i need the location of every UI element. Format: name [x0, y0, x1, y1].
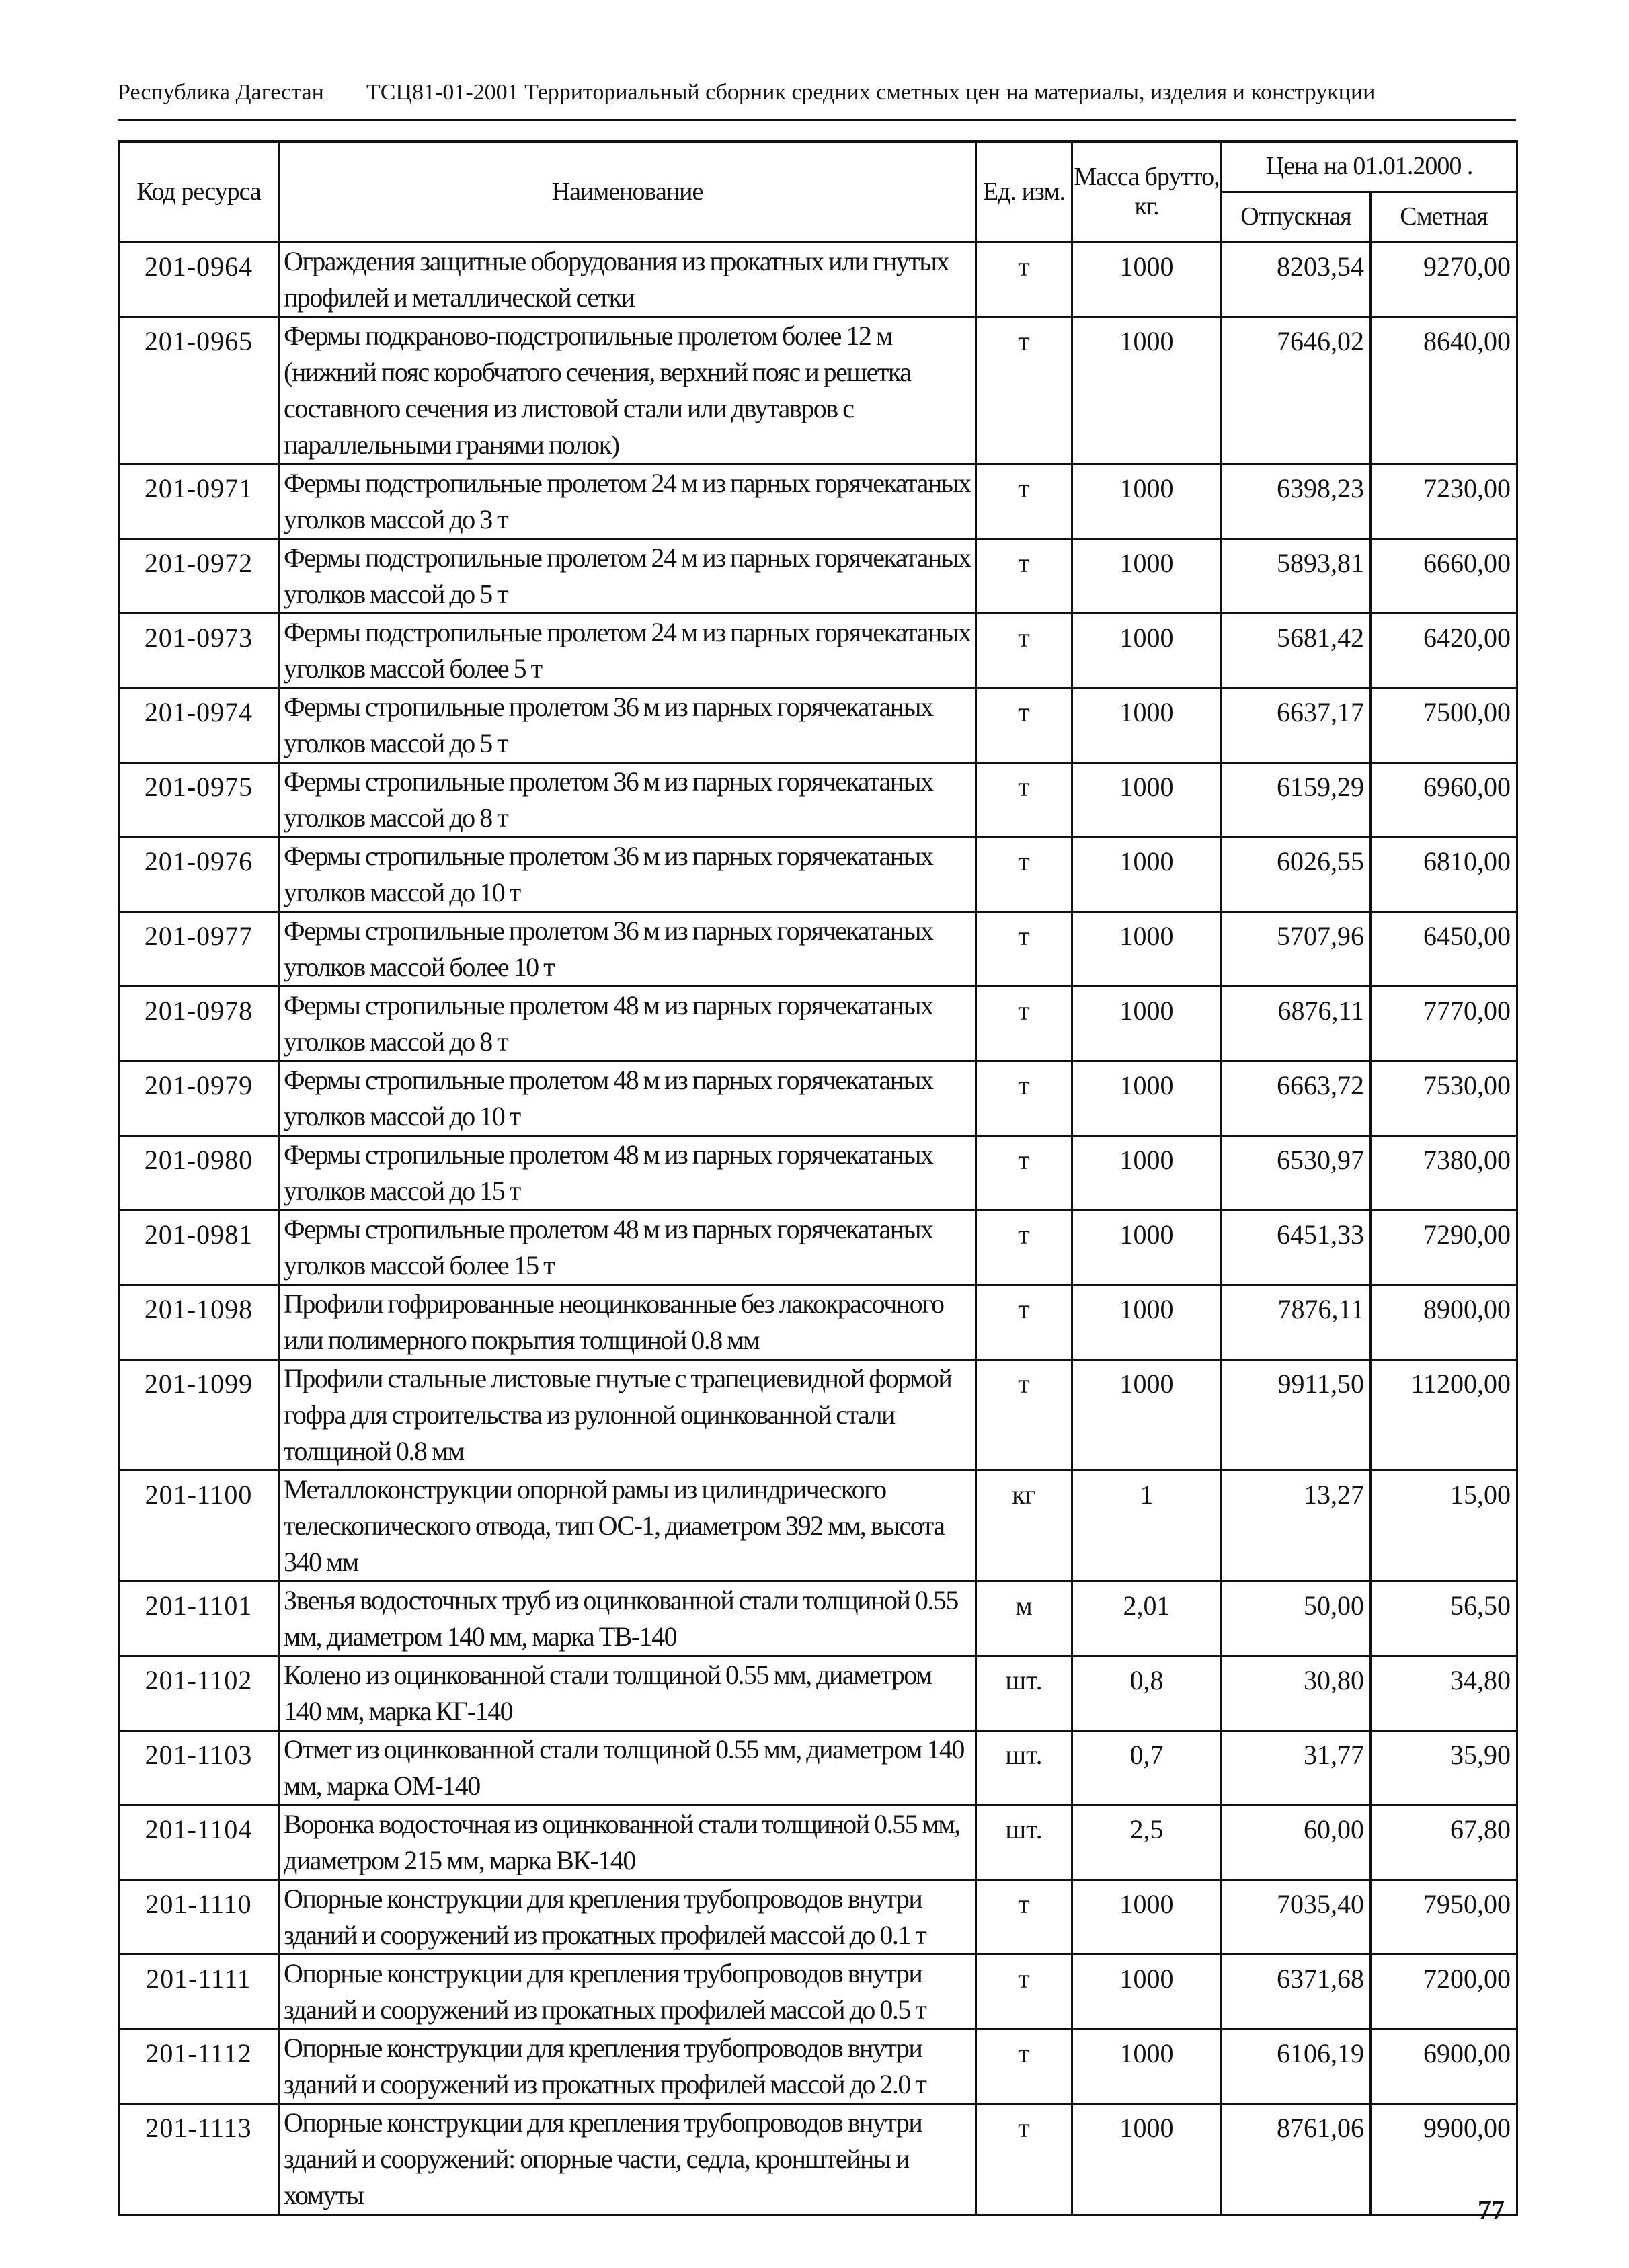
resource-code: 201-1112: [119, 2029, 279, 2104]
resource-code: 201-1101: [119, 1582, 279, 1656]
mass-cell: 1000: [1072, 539, 1222, 614]
mass-cell: 2,5: [1072, 1806, 1222, 1880]
table-row: [119, 1582, 1517, 1656]
mass-cell: 1000: [1072, 1061, 1222, 1136]
resource-name: Фермы подстропильные пролетом 24 м из парных горячекатаных уголков массой более 5 т: [279, 614, 976, 688]
release-price-cell: 5681,42: [1222, 614, 1371, 688]
table-row: [119, 1360, 1517, 1471]
release-price-cell: 9911,50: [1222, 1360, 1371, 1471]
release-price-cell: 5893,81: [1222, 539, 1371, 614]
mass-cell: 1000: [1072, 688, 1222, 763]
table-row: [119, 987, 1517, 1061]
table-row: [119, 1061, 1517, 1136]
resource-code: 201-0981: [119, 1211, 279, 1285]
page-number: 77: [1478, 2195, 1505, 2225]
resource-code: 201-0971: [119, 464, 279, 539]
header-rule: [118, 119, 1516, 121]
table-row: [119, 464, 1517, 539]
header-estimate-price: Сметная: [1371, 192, 1517, 243]
unit-cell: т: [976, 1360, 1072, 1471]
unit-cell: т: [976, 838, 1072, 912]
table-row: [119, 539, 1517, 614]
release-price-cell: 30,80: [1222, 1656, 1371, 1731]
resource-code: 201-0973: [119, 614, 279, 688]
resource-name: Ограждения защитные оборудования из прокатных или гнутых профилей и металлической сетки: [279, 243, 976, 317]
table-row: [119, 1731, 1517, 1806]
unit-cell: м: [976, 1582, 1072, 1656]
mass-cell: 1000: [1072, 1880, 1222, 1955]
mass-cell: 2,01: [1072, 1582, 1222, 1656]
unit-cell: т: [976, 539, 1072, 614]
resource-code: 201-0976: [119, 838, 279, 912]
unit-cell: т: [976, 1061, 1072, 1136]
mass-cell: 1000: [1072, 1211, 1222, 1285]
table-row: [119, 838, 1517, 912]
resource-code: 201-1110: [119, 1880, 279, 1955]
estimate-price-cell: 6420,00: [1371, 614, 1517, 688]
estimate-price-cell: 11200,00: [1371, 1360, 1517, 1471]
mass-cell: 1000: [1072, 464, 1222, 539]
table-row: [119, 912, 1517, 987]
mass-cell: 1000: [1072, 1136, 1222, 1211]
header-unit: Ед. изм.: [976, 142, 1072, 243]
unit-cell: т: [976, 1955, 1072, 2029]
unit-cell: т: [976, 243, 1072, 317]
release-price-cell: 6398,23: [1222, 464, 1371, 539]
release-price-cell: 8203,54: [1222, 243, 1371, 317]
release-price-cell: 6451,33: [1222, 1211, 1371, 1285]
mass-cell: 1000: [1072, 838, 1222, 912]
unit-cell: т: [976, 464, 1072, 539]
unit-cell: т: [976, 763, 1072, 838]
release-price-cell: 6159,29: [1222, 763, 1371, 838]
resource-code: 201-1111: [119, 1955, 279, 2029]
release-price-cell: 60,00: [1222, 1806, 1371, 1880]
resource-code: 201-0980: [119, 1136, 279, 1211]
resource-code: 201-1113: [119, 2104, 279, 2215]
estimate-price-cell: 8640,00: [1371, 317, 1517, 464]
release-price-cell: 6106,19: [1222, 2029, 1371, 2104]
mass-cell: 0,7: [1072, 1731, 1222, 1806]
estimate-price-cell: 67,80: [1371, 1806, 1517, 1880]
mass-cell: 1000: [1072, 763, 1222, 838]
unit-cell: т: [976, 987, 1072, 1061]
resource-name: Профили гофрированные неоцинкованные без лакокрасочного или полимерного покрытия толщиной 0.8 мм: [279, 1285, 976, 1360]
resource-name: Фермы подстропильные пролетом 24 м из парных горячекатаных уголков массой до 3 т: [279, 464, 976, 539]
resource-code: 201-0977: [119, 912, 279, 987]
release-price-cell: 6637,17: [1222, 688, 1371, 763]
release-price-cell: 8761,06: [1222, 2104, 1371, 2215]
release-price-cell: 6876,11: [1222, 987, 1371, 1061]
estimate-price-cell: 6900,00: [1371, 2029, 1517, 2104]
mass-cell: 1000: [1072, 987, 1222, 1061]
resource-code: 201-1104: [119, 1806, 279, 1880]
release-price-cell: 7035,40: [1222, 1880, 1371, 1955]
release-price-cell: 5707,96: [1222, 912, 1371, 987]
table-row: [119, 1285, 1517, 1360]
header-release-price: Отпускная: [1222, 192, 1371, 243]
unit-cell: т: [976, 317, 1072, 464]
resource-name: Отмет из оцинкованной стали толщиной 0.55 мм, диаметром 140 мм, марка ОМ-140: [279, 1731, 976, 1806]
unit-cell: т: [976, 1880, 1072, 1955]
resource-code: 201-0978: [119, 987, 279, 1061]
resource-code: 201-0979: [119, 1061, 279, 1136]
estimate-price-cell: 7530,00: [1371, 1061, 1517, 1136]
resource-name: Фермы стропильные пролетом 48 м из парных горячекатаных уголков массой до 15 т: [279, 1136, 976, 1211]
unit-cell: шт.: [976, 1656, 1072, 1731]
resource-name: Воронка водосточная из оцинкованной стали толщиной 0.55 мм, диаметром 215 мм, марка ВК-140: [279, 1806, 976, 1880]
resource-name: Опорные конструкции для крепления трубопроводов внутри зданий и сооружений из прокатных профилей массой до 0.1 т: [279, 1880, 976, 1955]
resource-name: Фермы подстропильные пролетом 24 м из парных горячекатаных уголков массой до 5 т: [279, 539, 976, 614]
release-price-cell: 6663,72: [1222, 1061, 1371, 1136]
release-price-cell: 6371,68: [1222, 1955, 1371, 2029]
estimate-price-cell: 7950,00: [1371, 1880, 1517, 1955]
unit-cell: шт.: [976, 1806, 1072, 1880]
table-row: [119, 1880, 1517, 1955]
resource-name: Фермы стропильные пролетом 36 м из парных горячекатаных уголков массой до 10 т: [279, 838, 976, 912]
estimate-price-cell: 6810,00: [1371, 838, 1517, 912]
estimate-price-cell: 56,50: [1371, 1582, 1517, 1656]
estimate-price-cell: 6960,00: [1371, 763, 1517, 838]
mass-cell: 1000: [1072, 912, 1222, 987]
estimate-price-cell: 7200,00: [1371, 1955, 1517, 2029]
estimate-price-cell: 15,00: [1371, 1471, 1517, 1582]
resource-code: 201-1102: [119, 1656, 279, 1731]
table-row: [119, 2029, 1517, 2104]
resource-name: Звенья водосточных труб из оцинкованной стали толщиной 0.55 мм, диаметром 140 мм, марка ТВ-140: [279, 1582, 976, 1656]
resource-name: Фермы стропильные пролетом 36 м из парных горячекатаных уголков массой до 8 т: [279, 763, 976, 838]
table-row: [119, 317, 1517, 464]
resource-code: 201-0972: [119, 539, 279, 614]
resource-code: 201-0975: [119, 763, 279, 838]
estimate-price-cell: 6450,00: [1371, 912, 1517, 987]
resource-code: 201-1098: [119, 1285, 279, 1360]
resource-code: 201-0974: [119, 688, 279, 763]
table-row: [119, 614, 1517, 688]
header-code: Код ресурса: [119, 142, 279, 243]
unit-cell: шт.: [976, 1731, 1072, 1806]
table-row: [119, 688, 1517, 763]
estimate-price-cell: 6660,00: [1371, 539, 1517, 614]
table-row: [119, 1136, 1517, 1211]
resource-name: Профили стальные листовые гнутые с трапециевидной формой гофра для строительства из рулонной оцинкованной стали толщиной 0.8 мм: [279, 1360, 976, 1471]
unit-cell: кг: [976, 1471, 1072, 1582]
mass-cell: 1000: [1072, 1285, 1222, 1360]
release-price-cell: 7876,11: [1222, 1285, 1371, 1360]
resource-code: 201-1103: [119, 1731, 279, 1806]
mass-cell: 1000: [1072, 1360, 1222, 1471]
resource-name: Металлоконструкции опорной рамы из цилиндрического телескопического отвода, тип ОС-1, диаметром 392 мм, высота 340 мм: [279, 1471, 976, 1582]
header-mass: Масса брутто, кг.: [1072, 142, 1222, 243]
estimate-price-cell: 7230,00: [1371, 464, 1517, 539]
header-name: Наименование: [279, 142, 976, 243]
resource-name: Опорные конструкции для крепления трубопроводов внутри зданий и сооружений из прокатных профилей массой до 0.5 т: [279, 1955, 976, 2029]
estimate-price-cell: 7290,00: [1371, 1211, 1517, 1285]
unit-cell: т: [976, 1285, 1072, 1360]
table-row: [119, 763, 1517, 838]
unit-cell: т: [976, 2029, 1072, 2104]
table-row: [119, 1656, 1517, 1731]
table-row: [119, 1211, 1517, 1285]
resource-name: Фермы стропильные пролетом 48 м из парных горячекатаных уголков массой до 10 т: [279, 1061, 976, 1136]
mass-cell: 1000: [1072, 1955, 1222, 2029]
unit-cell: т: [976, 1211, 1072, 1285]
estimate-price-cell: 35,90: [1371, 1731, 1517, 1806]
mass-cell: 1000: [1072, 2104, 1222, 2215]
resource-name: Фермы стропильные пролетом 36 м из парных горячекатаных уголков массой более 10 т: [279, 912, 976, 987]
resource-code: 201-0965: [119, 317, 279, 464]
resource-name: Опорные конструкции для крепления трубопроводов внутри зданий и сооружений из прокатных профилей массой до 2.0 т: [279, 2029, 976, 2104]
price-table: [118, 140, 1518, 2216]
table-row: [119, 1806, 1517, 1880]
resource-code: 201-0964: [119, 243, 279, 317]
unit-cell: т: [976, 614, 1072, 688]
table-body: [119, 243, 1517, 2215]
unit-cell: т: [976, 2104, 1072, 2215]
mass-cell: 1000: [1072, 614, 1222, 688]
resource-name: Опорные конструкции для крепления трубопроводов внутри зданий и сооружений: опорные части, седла, кронштейны и хомуты: [279, 2104, 976, 2215]
unit-cell: т: [976, 1136, 1072, 1211]
resource-name: Фермы стропильные пролетом 48 м из парных горячекатаных уголков массой до 8 т: [279, 987, 976, 1061]
table-row: [119, 1955, 1517, 2029]
release-price-cell: 31,77: [1222, 1731, 1371, 1806]
unit-cell: т: [976, 912, 1072, 987]
table-row: [119, 1471, 1517, 1582]
resource-name: Колено из оцинкованной стали толщиной 0.55 мм, диаметром 140 мм, марка КГ-140: [279, 1656, 976, 1731]
release-price-cell: 13,27: [1222, 1471, 1371, 1582]
table-row: [119, 2104, 1517, 2215]
mass-cell: 1000: [1072, 317, 1222, 464]
header-price: Цена на 01.01.2000 .: [1222, 142, 1517, 192]
estimate-price-cell: 34,80: [1371, 1656, 1517, 1731]
release-price-cell: 6530,97: [1222, 1136, 1371, 1211]
mass-cell: 1: [1072, 1471, 1222, 1582]
resource-code: 201-1099: [119, 1360, 279, 1471]
header-region: Республика Дагестан: [118, 80, 324, 105]
release-price-cell: 7646,02: [1222, 317, 1371, 464]
release-price-cell: 50,00: [1222, 1582, 1371, 1656]
estimate-price-cell: 7500,00: [1371, 688, 1517, 763]
mass-cell: 1000: [1072, 2029, 1222, 2104]
header-title: ТСЦ81-01-2001 Территориальный сборник средних сметных цен на материалы, изделия и конструкции: [366, 80, 1376, 105]
estimate-price-cell: 7380,00: [1371, 1136, 1517, 1211]
estimate-price-cell: 8900,00: [1371, 1285, 1517, 1360]
resource-name: Фермы подкраново-подстропильные пролетом более 12 м (нижний пояс коробчатого сечения, верхний пояс и решетка составного сечения из листовой стали или двутавров с параллельными гранями полок): [279, 317, 976, 464]
mass-cell: 1000: [1072, 243, 1222, 317]
resource-code: 201-1100: [119, 1471, 279, 1582]
estimate-price-cell: 9900,00: [1371, 2104, 1517, 2215]
estimate-price-cell: 7770,00: [1371, 987, 1517, 1061]
unit-cell: т: [976, 688, 1072, 763]
mass-cell: 0,8: [1072, 1656, 1222, 1731]
resource-name: Фермы стропильные пролетом 48 м из парных горячекатаных уголков массой более 15 т: [279, 1211, 976, 1285]
estimate-price-cell: 9270,00: [1371, 243, 1517, 317]
resource-name: Фермы стропильные пролетом 36 м из парных горячекатаных уголков массой до 5 т: [279, 688, 976, 763]
page-header: [118, 79, 1516, 106]
release-price-cell: 6026,55: [1222, 838, 1371, 912]
table-row: [119, 243, 1517, 317]
